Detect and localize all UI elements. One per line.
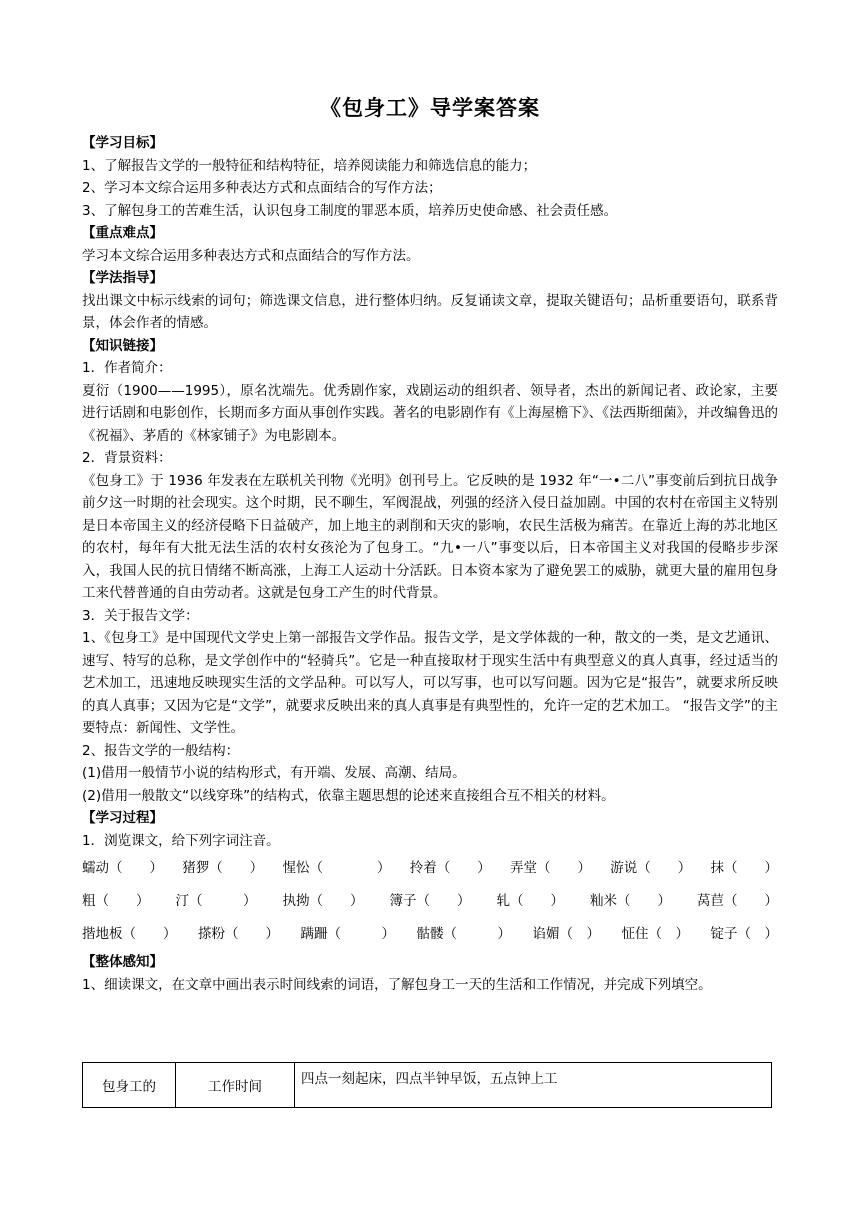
pinyin-word: 汀（ ） [175,893,257,909]
pinyin-word: 锭子（ ） [710,926,778,942]
worktime-table [82,1062,772,1108]
pinyin-word: 游说（ ） [610,860,692,876]
report-text: 1、《包身工》是中国现代文学史上第一部报告文学作品。报告文学，是文学体裁的一种，散文的一类，是文艺通讯、速写、特写的总称，是文学创作中的“轻骑兵”。它是一种直接取材于现实生活中有典型意义的真人真事，经过适当的艺术加工，迅速地反映现实生活的文学品种。可以写人，可以写事，也可以写问题。因为它是“报告”，就要求所反映的真人真事；又因为它是“文学”，就要求反映出来的真人真事是有典型性的，允许一定的艺术加工。 “报告文学”的主要特点：新闻性、文学性。 [82,630,778,736]
pinyin-word: 弄堂（ ） [510,860,591,876]
pinyin-word: 蠕动（ ） [82,860,163,876]
process-heading: 【学习过程】 [82,810,163,826]
perception-task: 1、细读课文，在文章中画出表示时间线索的词语，了解包身工一天的生活和工作情况，并完成下列填空。 [82,976,712,993]
pinyin-word: 籼米（ ） [590,893,671,909]
author-title: 1．作者简介： [82,360,172,376]
table-cell-label: 工作时间 [176,1063,295,1108]
pinyin-word: 谄媚（ ） [532,926,600,942]
pinyin-row-2 [82,885,778,918]
pinyin-word: 粗（ ） [82,893,150,909]
pinyin-word: 簿子（ ） [389,893,471,909]
structure-title: 2、报告文学的一般结构： [82,742,240,759]
structure-item-2: (2)借用一般散文“以线穿珠”的结构式，依靠主题思想的论述来直接组合互不相关的材料。 [82,787,615,804]
structure-item-1: (1)借用一般情节小说的结构形式，有开端、发展、高潮、结局。 [82,765,466,781]
pinyin-word: 拎着（ ） [409,860,491,876]
report-title: 3．关于报告文学： [82,607,199,624]
table-row [83,1063,772,1108]
pinyin-word: 轧（ ） [496,893,564,909]
method-heading: 【学法指导】 [82,270,163,286]
document-page [82,92,778,996]
objective-item-3: 3、了解包身工的苦难生活，认识包身工制度的罪恶本质，培养历史使命感、社会责任感。 [82,202,618,219]
pinyin-row-1 [82,852,778,885]
objectives-heading: 【学习目标】 [82,135,163,151]
author-text: 夏衍（1900——1995），原名沈端先。优秀剧作家，戏剧运动的组织者、领导者，杰出的新闻记者、政论家，主要进行话剧和电影创作，长期而多方面从事创作实践。著名的电影剧作有《上海屋檐下》、《法西斯细菌》，并改编鲁迅的《祝福》、茅盾的《林家铺子》为电影剧本。 [82,382,778,444]
pinyin-word: 骷髅（ ） [416,926,511,942]
pinyin-word: 猪猡（ ） [182,860,264,876]
table-cell-subject: 包身工的 [83,1063,176,1108]
pinyin-word: 惺忪（ ） [282,860,391,876]
pinyin-row-3 [82,918,778,951]
pinyin-word: 揩地板（ ） [82,926,177,942]
key-points-text: 学习本文综合运用多种表达方式和点面结合的写作方法。 [82,247,420,264]
pinyin-word: 搽粉（ ） [198,926,279,942]
pinyin-word: 蹒跚（ ） [300,926,395,942]
pinyin-word: 抹（ ） [710,860,778,876]
process-task: 1．浏览课文，给下列字词注音。 [82,832,280,849]
key-points-heading: 【重点难点】 [82,225,163,241]
objective-item-1: 1、了解报告文学的一般特征和结构特征，培养阅读能力和筛选信息的能力； [82,157,537,174]
knowledge-heading: 【知识链接】 [82,337,163,354]
document-title: 《包身工》导学案答案 [320,96,540,120]
pinyin-word: 怔住（ ） [621,926,689,942]
pinyin-word: 莴苣（ ） [697,893,778,909]
perception-heading: 【整体感知】 [82,954,163,970]
background-title: 2．背景资料： [82,450,172,466]
table-cell-answer: 四点一刻起床，四点半钟早饭，五点钟上工 [295,1063,772,1108]
pinyin-word: 执拗（ ） [282,893,364,909]
background-text: 《包身工》于 1936 年发表在左联机关刊物《光明》创刊号上。它反映的是 1932 年“一•二八”事变前后到抗日战争前夕这一时期的社会现实。这个时期，民不聊生，军阀混战，列强的经济入侵日益加剧。中国的农村在帝国主义特别是日本帝国主义的经济侵略下日益破产，加上地主的剥削和天灾的影响，农民生活极为痛苦。在靠近上海的苏北地区的农村，每年有大批无法生活的农村女孩沦为了包身工。“九•一八”事变以后，日本帝国主义对我国的侵略步步深入，我国人民的抗日情绪不断高涨，上海工人运动十分活跃。日本资本家为了避免罢工的威胁，就更大量的雇用包身工来代替普通的自由劳动者。这就是包身工产生的时代背景。 [82,472,778,601]
method-text: 找出课文中标示线索的词句；筛选课文信息，进行整体归纳。反复诵读文章，提取关键语句；品析重要语句，联系背景，体会作者的情感。 [82,292,778,331]
objective-item-2: 2、学习本文综合运用多种表达方式和点面结合的写作方法； [82,180,442,196]
